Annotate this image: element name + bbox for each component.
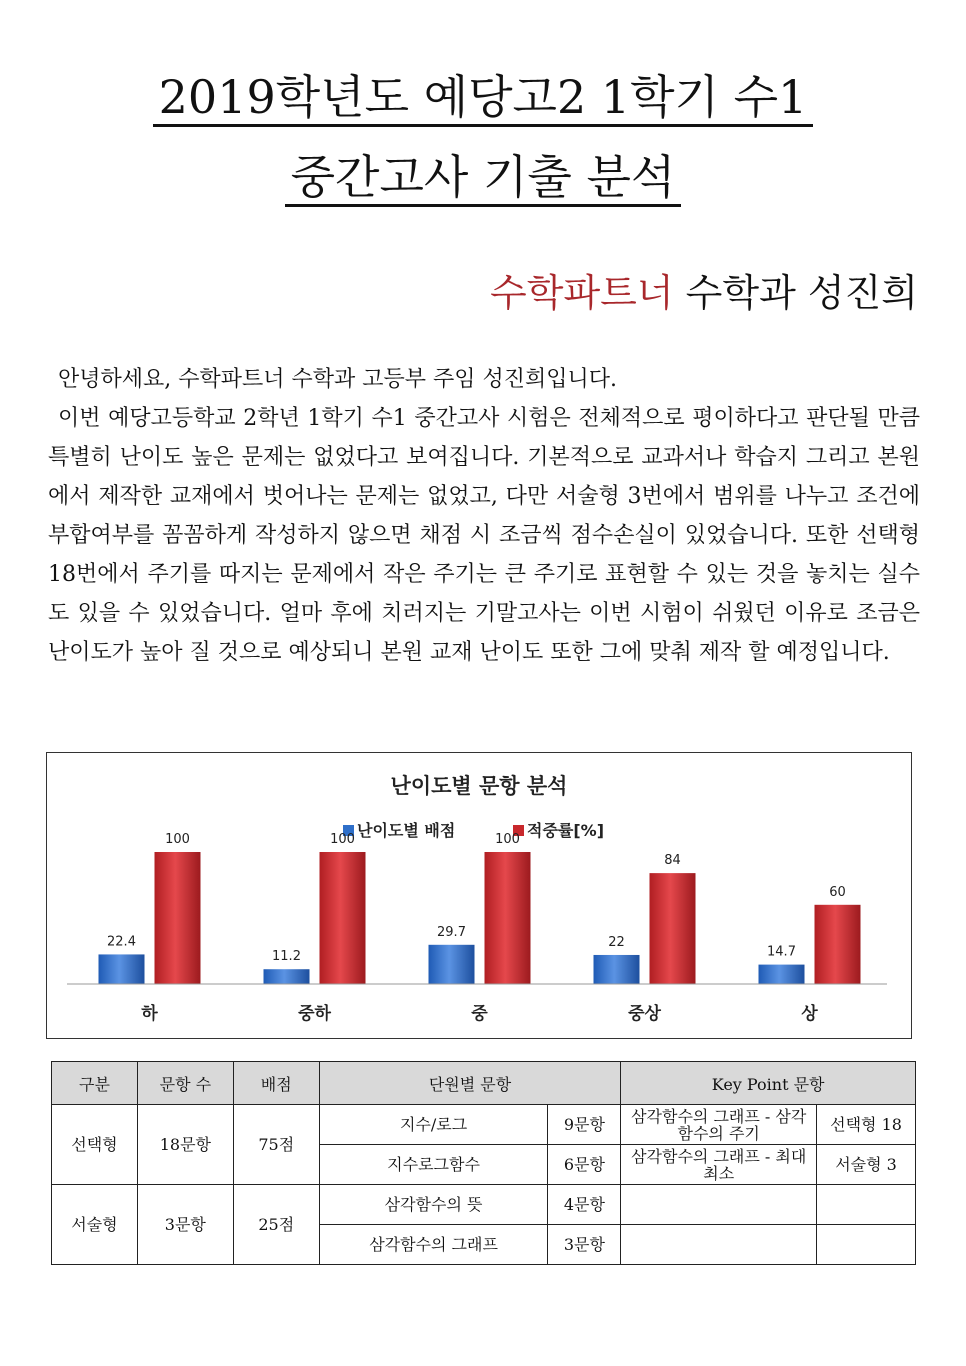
page-title-line2 <box>0 150 966 204</box>
cell-score: 75점 <box>233 1105 319 1185</box>
x-tick-label-3: 중 <box>471 1004 488 1024</box>
chart-title: 난이도별 문항 분석 <box>390 774 568 798</box>
chart-bars <box>99 832 861 984</box>
cell-keypoint-item: 서술형 3 <box>817 1145 916 1185</box>
bar-s2-4 <box>650 873 696 984</box>
x-tick-label-4: 중상 <box>628 1004 661 1024</box>
author-line <box>490 262 918 317</box>
difficulty-chart <box>46 752 912 1039</box>
page-title-line1 <box>0 70 966 124</box>
chart-legend <box>343 821 604 840</box>
bar-s2-2 <box>320 852 366 984</box>
cell-unit-name: 지수/로그 <box>319 1105 548 1145</box>
cell-unit-qty: 6문항 <box>548 1145 621 1185</box>
header-score: 배점 <box>233 1062 319 1105</box>
title-line1-text: 2019학년도 예당고2 1학기 수1 <box>153 70 814 127</box>
data-label-s2-3: 100 <box>495 832 520 847</box>
data-label-s2-5: 60 <box>829 884 846 900</box>
intro-paragraph-2: 이번 예당고등학교 2학년 1학기 수1 중간고사 시험은 전체적으로 평이하다고 판단될 만큼 특별히 난이도 높은 문제는 없었다고 보여집니다. 기본적으로 교과서나 학습지 그리고 본원에서 제작한 교재에서 벗어나는 문제는 없었고, 다만 서술형 3번에서 범위를 나누고 조건에 부합여부를 꼼꼼하게 작성하지 않으면 채점 시 조금씩 점수손실이 있었습니다. 또한 선택형 18번에서 주기를 따지는 문제에서 작은 주기는 큰 주기로 표현할 수 있는 것을 놓치는 실수도 있을 수 있었습니다. 얼마 후에 치러지는 기말고사는 이번 시험이 쉬웠던 이유로 조금은 난이도가 높아 질 것으로 예상되니 본원 교재 난이도 또한 그에 맞춰 제작 할 예정입니다. <box>48 406 920 665</box>
cell-unit-qty: 4문항 <box>548 1185 621 1225</box>
cell-unit-qty: 9문항 <box>548 1105 621 1145</box>
bar-s2-5 <box>815 905 861 984</box>
bar-s1-1 <box>99 954 145 984</box>
cell-unit-name: 삼각함수의 그래프 <box>319 1225 548 1265</box>
data-label-s1-4: 22 <box>608 934 625 950</box>
author-org: 수학파트너 <box>490 271 674 315</box>
cell-score: 25점 <box>233 1185 319 1265</box>
table-row <box>52 1105 916 1145</box>
intro-paragraph-1: 안녕하세요, 수학파트너 수학과 고등부 주임 성진희입니다. <box>58 367 618 392</box>
cell-keypoint-topic: 삼각함수의 그래프 - 삼각함수의 주기 <box>621 1105 817 1145</box>
table-row <box>52 1185 916 1225</box>
chart-canvas <box>47 753 911 1038</box>
bar-s2-1 <box>155 852 201 984</box>
x-tick-label-5: 상 <box>801 1004 818 1024</box>
cell-unit-qty: 3문항 <box>548 1225 621 1265</box>
header-type: 구분 <box>52 1062 138 1105</box>
author-person: 수학과 성진희 <box>685 271 918 315</box>
x-axis-labels <box>140 1003 818 1024</box>
bar-s1-3 <box>429 945 475 984</box>
cell-keypoint-item: 선택형 18 <box>817 1105 916 1145</box>
cell-count: 3문항 <box>137 1185 233 1265</box>
bar-s1-2 <box>264 969 310 984</box>
cell-keypoint-topic <box>621 1185 817 1225</box>
cell-keypoint-item <box>817 1225 916 1265</box>
table-header-row <box>52 1062 916 1105</box>
x-tick-label-2: 중하 <box>298 1004 331 1024</box>
legend-label-series-1: 난이도별 배점 <box>357 821 456 840</box>
intro-text <box>48 360 920 672</box>
data-label-s1-2: 11.2 <box>272 949 301 965</box>
cell-unit-name: 지수로그함수 <box>319 1145 548 1185</box>
bar-s1-4 <box>594 955 640 984</box>
legend-label-series-2: 적중률[%] <box>527 821 605 840</box>
data-label-s2-1: 100 <box>165 832 190 847</box>
header-units: 단원별 문항 <box>319 1062 621 1105</box>
cell-unit-name: 삼각함수의 뜻 <box>319 1185 548 1225</box>
title-line2-text: 중간고사 기출 분석 <box>285 150 682 207</box>
header-keypoint: Key Point 문항 <box>621 1062 916 1105</box>
data-label-s1-3: 29.7 <box>437 924 466 940</box>
cell-type: 서술형 <box>52 1185 138 1265</box>
data-label-s2-2: 100 <box>330 832 355 847</box>
analysis-table <box>51 1061 916 1265</box>
x-tick-label-1: 하 <box>141 1004 158 1024</box>
cell-keypoint-item <box>817 1185 916 1225</box>
data-label-s1-1: 22.4 <box>107 934 136 950</box>
cell-keypoint-topic: 삼각함수의 그래프 - 최대최소 <box>621 1145 817 1185</box>
cell-keypoint-topic <box>621 1225 817 1265</box>
header-count: 문항 수 <box>137 1062 233 1105</box>
bar-s1-5 <box>759 965 805 984</box>
cell-count: 18문항 <box>137 1105 233 1185</box>
data-label-s2-4: 84 <box>664 853 681 869</box>
cell-type: 선택형 <box>52 1105 138 1185</box>
bar-s2-3 <box>485 852 531 984</box>
data-label-s1-5: 14.7 <box>767 944 796 960</box>
